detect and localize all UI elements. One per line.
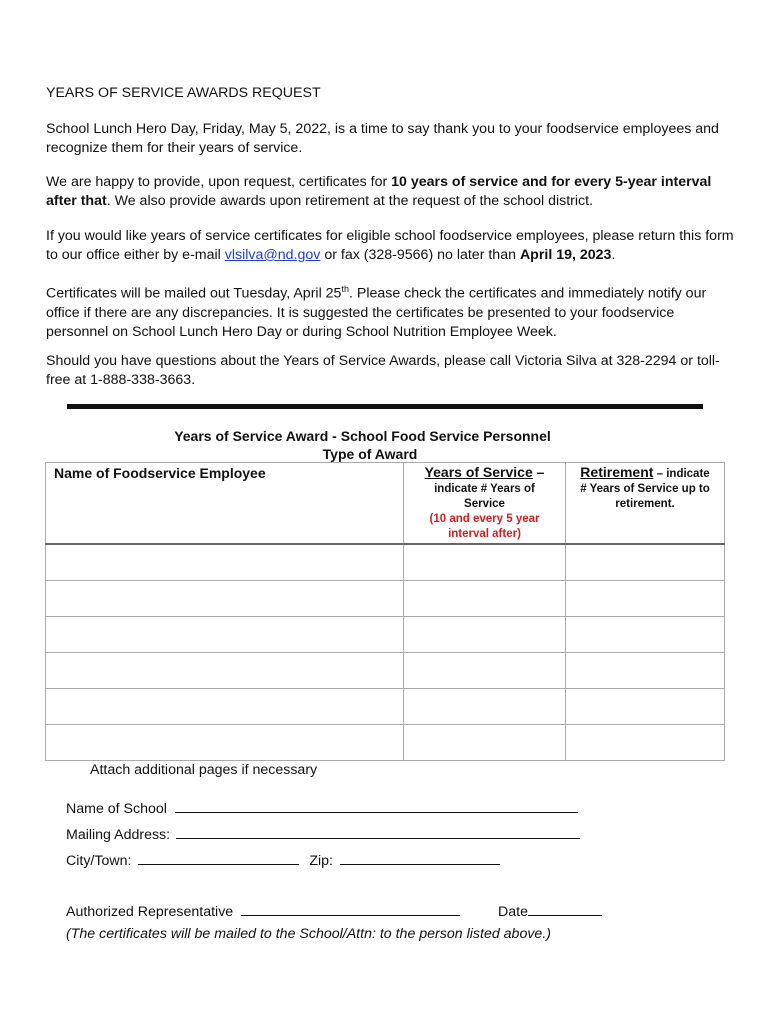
- representative-field[interactable]: [241, 900, 460, 916]
- school-name-row: [66, 797, 578, 817]
- return-text-a: If you would like years of service certificates for eligible school foodservice employees, please return this form to our office either by e-mail: [46, 228, 734, 263]
- mailing-text-a: Certificates will be mailed out Tuesday, April 25: [46, 285, 342, 302]
- email-link[interactable]: vlsilva@nd.gov: [224, 247, 321, 263]
- return-text-b: or fax (328-9566) no later than: [320, 247, 520, 263]
- intro-paragraph: School Lunch Hero Day, Friday, May 5, 2022, is a time to say thank you to your foodservice employees and recognize them for their years of service.: [46, 121, 719, 156]
- date-field[interactable]: [528, 900, 602, 916]
- years-cell[interactable]: [404, 689, 566, 725]
- zip-field[interactable]: [340, 849, 500, 865]
- table-row: [46, 653, 725, 689]
- mailing-paragraph: [46, 280, 736, 342]
- certificates-text-bold: 10 years of service and for every 5-year interval after that: [46, 174, 712, 209]
- table-row: [46, 544, 725, 581]
- employee-name-cell[interactable]: [46, 725, 404, 761]
- table-subtitle: Type of Award: [322, 446, 418, 462]
- certificates-text-c: . We also provide awards upon retirement at the request of the school district.: [106, 193, 594, 209]
- years-header-main: Years of Service: [424, 464, 533, 480]
- date-row: [498, 900, 602, 920]
- city-zip-row: [66, 849, 500, 869]
- city-label: City/Town:: [66, 853, 132, 869]
- attach-note: Attach additional pages if necessary: [90, 762, 318, 778]
- retirement-cell[interactable]: [566, 689, 725, 725]
- retirement-cell[interactable]: [566, 544, 725, 581]
- retirement-cell[interactable]: [566, 725, 725, 761]
- years-cell[interactable]: [404, 653, 566, 689]
- footnote: (The certificates will be mailed to the School/Attn: to the person listed above.): [66, 926, 551, 942]
- representative-row: [66, 900, 460, 920]
- employee-name-cell[interactable]: [46, 689, 404, 725]
- employee-name-cell[interactable]: [46, 617, 404, 653]
- table-row: [46, 617, 725, 653]
- header-years-of-service: [404, 463, 566, 545]
- header-employee-name: Name of Foodservice Employee: [46, 463, 404, 545]
- return-form-paragraph: [46, 227, 736, 265]
- table-row: [46, 725, 725, 761]
- retirement-cell[interactable]: [566, 617, 725, 653]
- certificates-paragraph: [46, 173, 736, 211]
- return-text-c: .: [611, 247, 616, 263]
- years-cell[interactable]: [404, 617, 566, 653]
- employee-name-cell[interactable]: [46, 653, 404, 689]
- representative-label: Authorized Representative: [66, 904, 234, 920]
- employee-name-cell[interactable]: [46, 544, 404, 581]
- deadline-date: April 19, 2023: [519, 247, 612, 263]
- header-retirement: [566, 463, 725, 545]
- retirement-header-sub: # Years of Service up to retirement.: [580, 483, 710, 510]
- city-field[interactable]: [138, 849, 299, 865]
- employee-name-cell[interactable]: [46, 581, 404, 617]
- mailing-address-row: [66, 823, 580, 843]
- awards-table: [45, 462, 725, 761]
- mailing-address-field[interactable]: [176, 823, 580, 839]
- school-name-label: Name of School: [66, 801, 167, 817]
- years-header-red: (10 and every 5 year interval after): [429, 513, 540, 540]
- mailing-text-sup: th: [341, 284, 349, 294]
- school-name-field[interactable]: [175, 797, 578, 813]
- table-row: [46, 581, 725, 617]
- mailing-text-b: . Please check the certificates and immediately notify our office if there are any discrepancies. It is suggested the certificates be presented to your foodservice personnel on School Lunch Hero Day or during School Nutrition Employee Week.: [46, 285, 707, 340]
- retirement-header-rest: – indicate: [653, 468, 710, 480]
- table-title: Years of Service Award - School Food Service Personnel: [174, 428, 551, 444]
- table-row: [46, 689, 725, 725]
- years-cell[interactable]: [404, 544, 566, 581]
- table-header-row: [46, 463, 725, 545]
- retirement-cell[interactable]: [566, 581, 725, 617]
- years-header-sub: indicate # Years of Service: [434, 483, 535, 510]
- years-cell[interactable]: [404, 581, 566, 617]
- years-header-dash: –: [532, 464, 545, 480]
- mailing-address-label: Mailing Address:: [66, 827, 171, 843]
- retirement-header-main: Retirement: [580, 464, 654, 480]
- questions-paragraph: Should you have questions about the Years of Service Awards, please call Victoria Silva at 328-2294 or toll-free at 1-888-338-3663.: [46, 353, 720, 388]
- retirement-cell[interactable]: [566, 653, 725, 689]
- certificates-text-a: We are happy to provide, upon request, certificates for: [46, 174, 392, 190]
- page-title: YEARS OF SERVICE AWARDS REQUEST: [46, 85, 321, 101]
- date-label: Date: [498, 904, 528, 920]
- zip-label: Zip:: [309, 853, 333, 869]
- years-cell[interactable]: [404, 725, 566, 761]
- divider-rule: [67, 404, 703, 409]
